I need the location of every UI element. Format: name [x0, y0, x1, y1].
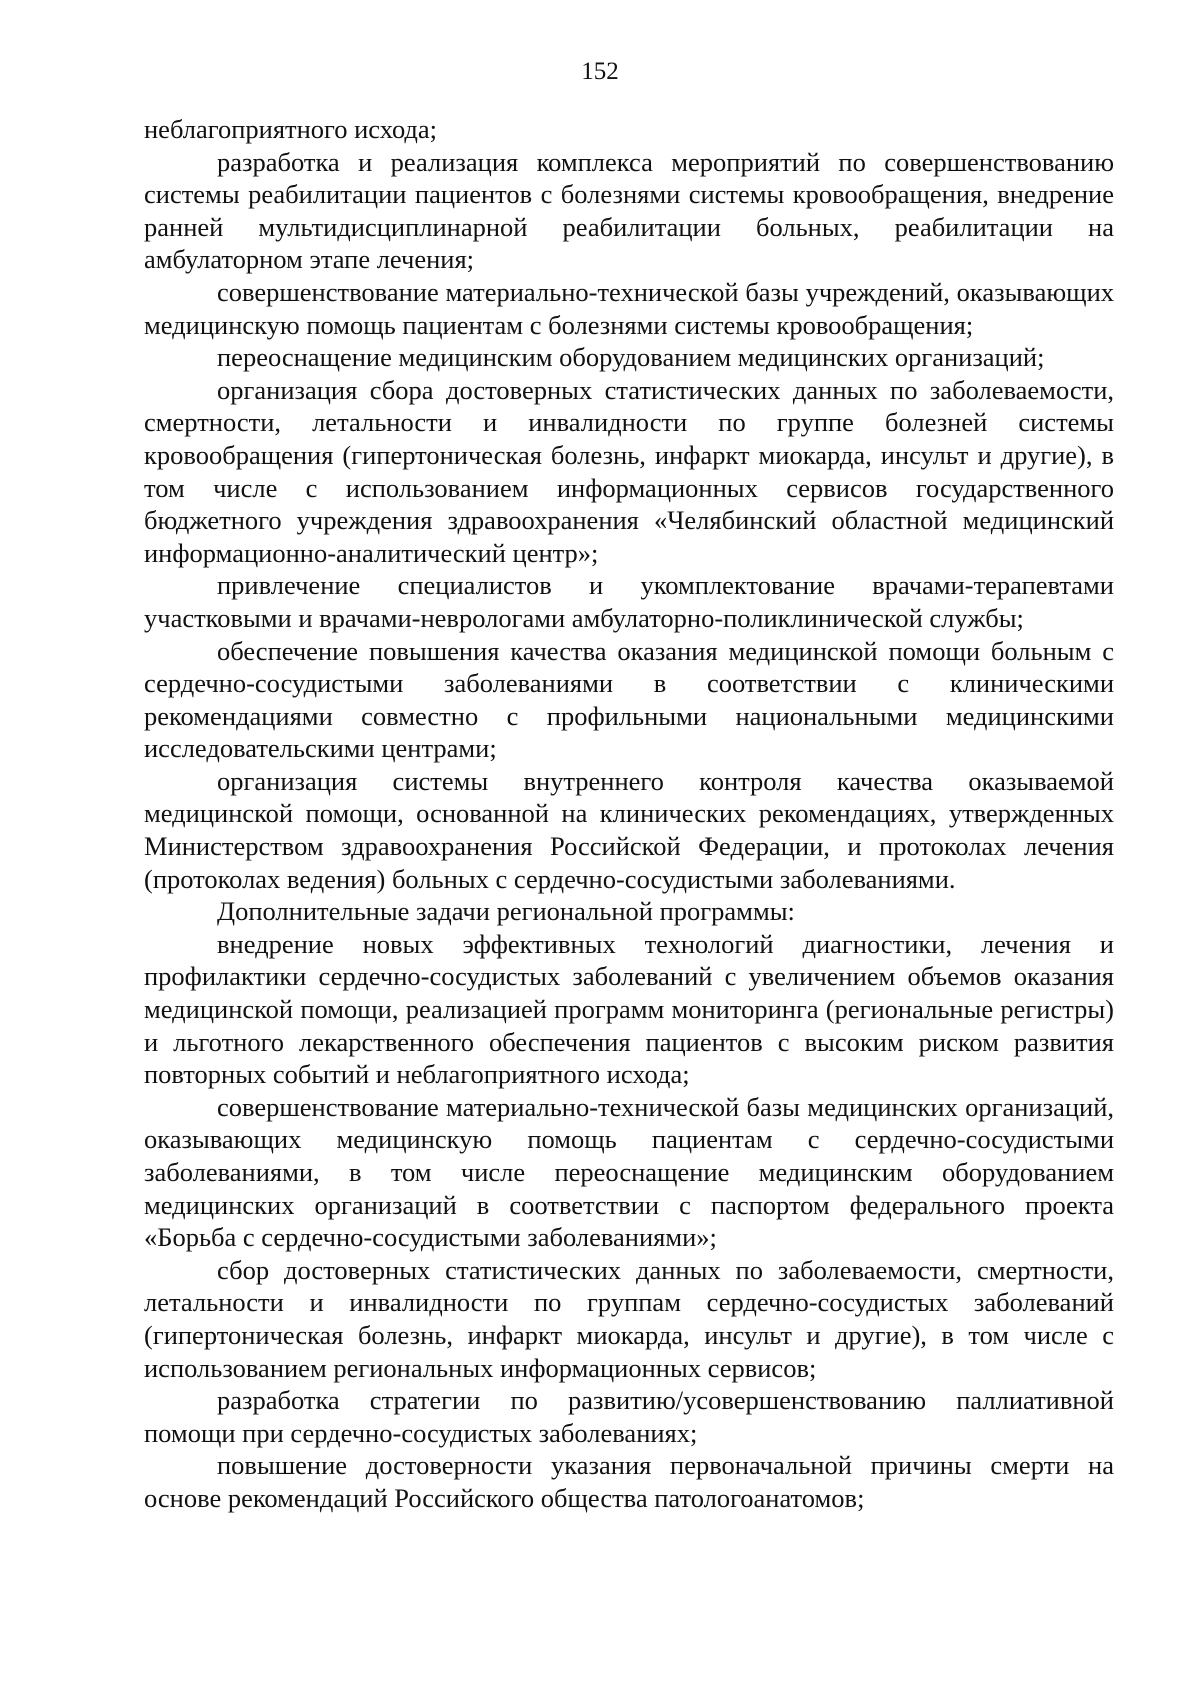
- paragraph-material-base: совершенствование материально-технической базы учреждений, оказывающих медицинскую помощь пациентам с болезнями системы кровообращения;: [144, 276, 1114, 340]
- paragraph-continuation: неблагоприятного исхода;: [144, 114, 438, 144]
- paragraph-quality: обеспечение повышения качества оказания медицинской помощи больным с сердечно-сосудистыми заболеваниями в соответствии с клиническими рекомендациями совместно с профильными национальными медицинскими исследовательскими центрами;: [144, 635, 1114, 764]
- paragraph-internal-control: организация системы внутреннего контроля качества оказываемой медицинской помощи, основанной на клинических рекомендациях, утвержденных Министерством здравоохранения Российской Федерации, и протоколах лечения (протоколах ведения) больных с сердечно-сосудистыми заболеваниями.: [144, 765, 1114, 894]
- paragraph-specialists: привлечение специалистов и укомплектование врачами-терапевтами участковыми и врачами-неврологами амбулаторно-поликлинической службы;: [144, 570, 1114, 633]
- paragraph-rehabilitation: разработка и реализация комплекса мероприятий по совершенствованию системы реабилитации пациентов с болезнями системы кровообращения, внедрение ранней мультидисциплинарной реабилитации больных, реабилитации на амбулаторном этапе лечения;: [144, 146, 1114, 275]
- paragraph-palliative-strategy: разработка стратегии по развитию/усовершенствованию паллиативной помощи при сердечно-сосудистых заболеваниях;: [144, 1385, 1114, 1448]
- paragraph-new-technologies: внедрение новых эффективных технологий диагностики, лечения и профилактики сердечно-сосудистых заболеваний с увеличением объемов оказания медицинской помощи, реализацией программ мониторинга (региональные регистры) и льготного лекарственного обеспечения пациентов с высоким риском развития повторных событий и неблагоприятного исхода;: [144, 928, 1114, 1090]
- paragraph-cause-of-death: повышение достоверности указания первоначальной причины смерти на основе рекомендаций Российского общества патологоанатомов;: [144, 1450, 1114, 1513]
- paragraph-data-collection: сбор достоверных статистических данных по заболеваемости, смертности, летальности и инвалидности по группам сердечно-сосудистых заболеваний (гипертоническая болезнь, инфаркт миокарда, инсульт и другие), в том числе с использованием региональных информационных сервисов;: [144, 1254, 1114, 1383]
- paragraph-reequipment: переоснащение медицинским оборудованием медицинских организаций;: [217, 342, 1045, 373]
- paragraph-material-base-improvement: совершенствование материально-технической базы медицинских организаций, оказывающих медицинскую помощь пациентам с сердечно-сосудистыми заболеваниями, в том числе переоснащение медицинским оборудованием медицинских организаций в соответствии с паспортом федерального проекта «Борьба с сердечно-сосудистыми заболеваниями»;: [144, 1091, 1114, 1253]
- paragraph-statistics: организация сбора достоверных статистических данных по заболеваемости, смертности, летальности и инвалидности по группе болезней системы кровообращения (гипертоническая болезнь, инфаркт миокарда, инсульт и другие), в том числе с использованием информационных сервисов государственного бюджетного учреждения здравоохранения «Челябинский областной медицинский информационно-аналитический центр»;: [144, 374, 1114, 568]
- document-body: [144, 113, 1114, 1515]
- paragraph-additional-tasks-heading: Дополнительные задачи региональной программы:: [217, 896, 795, 927]
- page-number: 152: [581, 58, 619, 85]
